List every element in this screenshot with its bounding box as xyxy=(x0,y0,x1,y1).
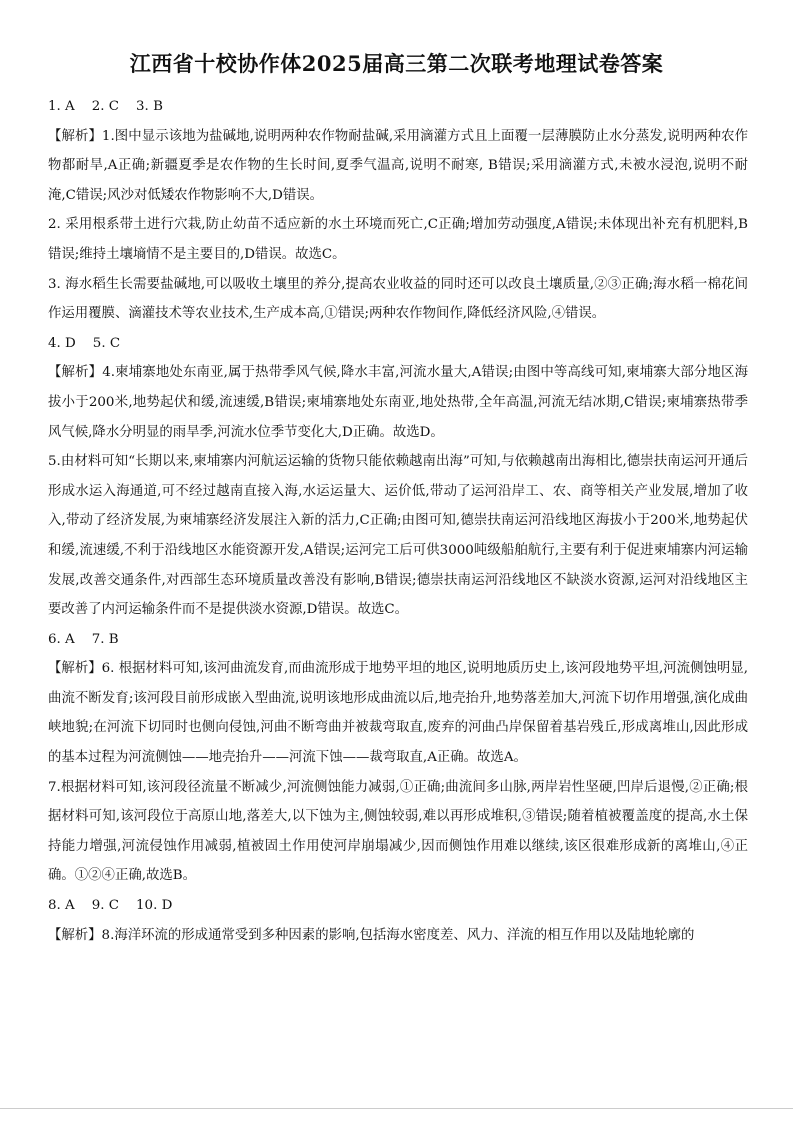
explanation-paragraph: 3. 海水稻生长需要盐碱地,可以吸收土壤里的养分,提高农业收益的同时还可以改良土壤质量,②③正确;海水稻一棉花间作运用覆膜、滴灌技术等农业技术,生产成本高,①错误;两种农作物间作,降低经济风险,④错误。 xyxy=(48,276,748,322)
document-body xyxy=(48,92,748,950)
answer-key-line: 1. A 2. C 3. B xyxy=(48,99,163,114)
explanation-paragraph: 7.根据材料可知,该河段径流量不断减少,河流侧蚀能力减弱,①正确;曲流间多山脉,两岸岩性坚硬,凹岸后退慢,②正确;根据材料可知,该河段位于高原山地,落差大,以下蚀为主,侧蚀较弱,难以再形成堆积,③错误;随着植被覆盖度的提高,水土保持能力增强,河流侵蚀作用减弱,植被固土作用使河岸崩塌减少,因而侧蚀作用难以继续,该区很难形成新的离堆山,④正确。①②④正确,故选B。 xyxy=(48,779,748,884)
explanation-paragraph: 【解析】8.海洋环流的形成通常受到多种因素的影响,包括海水密度差、风力、洋流的相互作用以及陆地轮廓的 xyxy=(48,927,695,943)
explanation-paragraph: 【解析】1.图中显示该地为盐碱地,说明两种农作物耐盐碱,采用滴灌方式且上面覆一层薄膜防止水分蒸发,说明两种农作物都耐旱,A正确;新疆夏季是农作物的生长时间,夏季气温高,说明不耐寒, B错误;采用滴灌方式,未被水浸泡,说明不耐淹,C错误;风沙对低矮农作物影响不大,D错误。 xyxy=(48,128,748,203)
answer-key-line: 4. D 5. C xyxy=(48,335,121,351)
explanation-paragraph: 5.由材料可知“长期以来,柬埔寨内河航运运输的货物只能依赖越南出海”可知,与依赖越南出海相比,德崇扶南运河开通后形成水运入海通道,可不经过越南直接入海,水运运量大、运价低,带动了运河沿岸工、农、商等相关产业发展,增加了收入,带动了经济发展,为柬埔寨经济发展注入新的活力,C正确;由图可知,德崇扶南运河沿线地区海拔小于200米,地势起伏和缓,流速缓,不利于沿线地区水能资源开发,A错误;运河完工后可供3000吨级船舶航行,主要有利于促进柬埔寨内河运输发展,改善交通条件,对西部生态环境质量改善没有影响,B错误;德崇扶南运河沿线地区不缺淡水资源,运河对沿线地区主要改善了内河运输条件而不是提供淡水资源,D错误。故选C。 xyxy=(48,454,748,618)
page-bottom-rule xyxy=(0,1108,793,1109)
answer-key-line: 6. A 7. B xyxy=(48,631,119,647)
explanation-paragraph: 【解析】4.柬埔寨地处东南亚,属于热带季风气候,降水丰富,河流水量大,A错误;由图中等高线可知,柬埔寨大部分地区海拔小于200米,地势起伏和缓,流速缓,B错误;柬埔寨地处东南亚,地处热带,全年高温,河流无结冰期,C错误;柬埔寨热带季风气候,降水分明显的雨旱季,河流水位季节变化大,D正确。故选D。 xyxy=(48,365,748,440)
document-title: 江西省十校协作体2025届高三第二次联考地理试卷答案 xyxy=(129,51,664,76)
explanation-paragraph: 【解析】6. 根据材料可知,该河曲流发育,而曲流形成于地势平坦的地区,说明地质历史上,该河段地势平坦,河流侧蚀明显,曲流不断发育;该河段目前形成嵌入型曲流,说明该地形成曲流以后,地壳抬升,地势落差加大,河流下切作用增强,演化成曲峡地貌;在河流下切同时也侧向侵蚀,河曲不断弯曲并被裁弯取直,废弃的河曲凸岸保留着基岩残丘,形成离堆山,因此形成的基本过程为河流侧蚀——地壳抬升——河流下蚀——裁弯取直,A正确。故选A。 xyxy=(48,661,748,766)
explanation-paragraph: 2. 采用根系带土进行穴栽,防止幼苗不适应新的水土环境而死亡,C正确;增加劳动强度,A错误;未体现出补充有机肥料,B错误;维持土壤墒情不是主要目的,D错误。故选C。 xyxy=(48,217,748,262)
answer-key-line: 8. A 9. C 10. D xyxy=(48,898,173,914)
